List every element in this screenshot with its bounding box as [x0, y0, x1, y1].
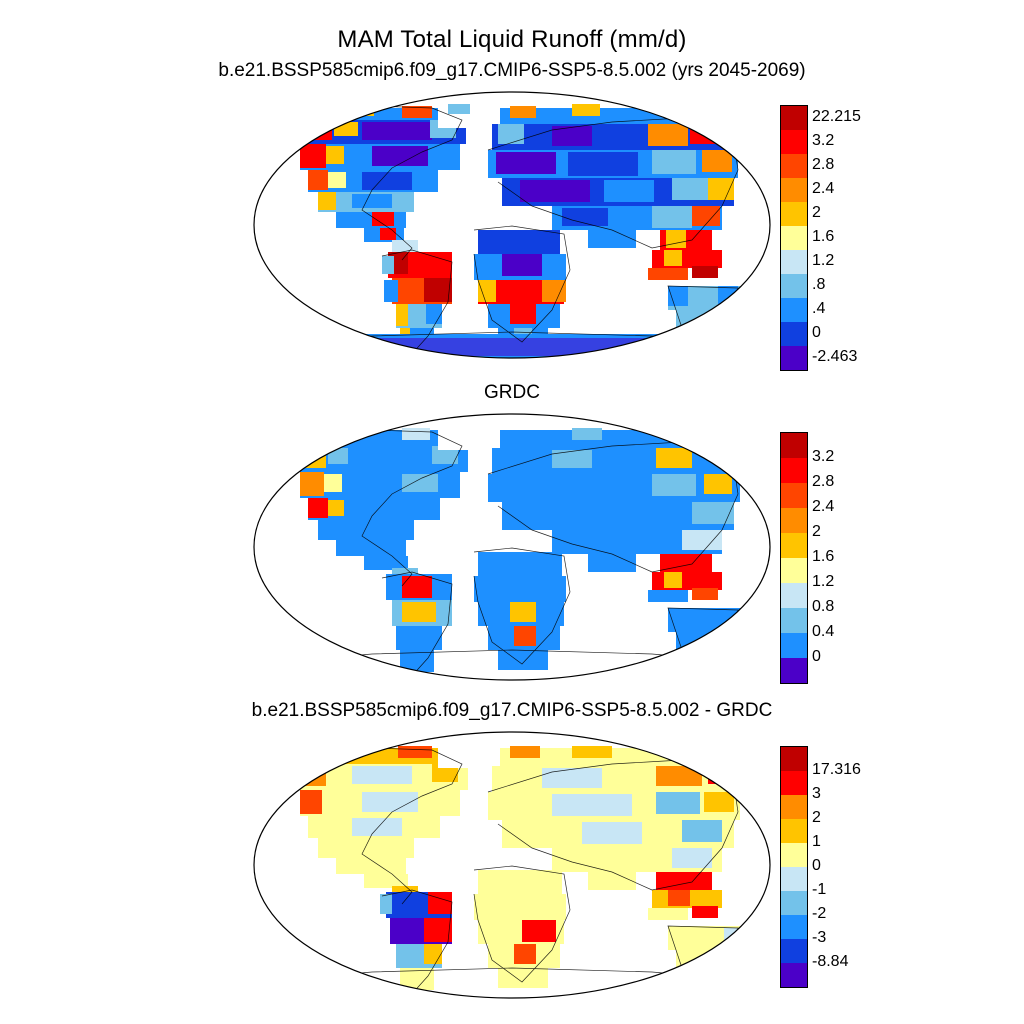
map-model — [252, 90, 772, 360]
colorbar-swatch — [781, 533, 807, 558]
colorbar-swatch — [781, 843, 807, 867]
colorbar-swatch — [781, 558, 807, 583]
colorbar-swatch — [781, 819, 807, 843]
panel-grdc — [0, 382, 1024, 682]
colorbar-swatch — [781, 226, 807, 250]
colorbar-tick-label: 1.6 — [812, 228, 835, 245]
colorbar-tick-label: 3.2 — [812, 448, 835, 465]
panel-model — [0, 60, 1024, 365]
colorbar-swatch — [781, 433, 807, 458]
colorbar-tick-label: 1.2 — [812, 573, 835, 590]
colorbar-swatch — [781, 608, 807, 633]
colorbar-tick-label: 0 — [812, 324, 821, 341]
colorbar-swatch — [781, 202, 807, 226]
colorbar-tick-label: -2.463 — [812, 348, 858, 365]
colorbar-swatch — [781, 508, 807, 533]
colorbar-tick-label: -2 — [812, 905, 827, 922]
figure-main-title: MAM Total Liquid Runoff (mm/d) — [337, 26, 687, 53]
colorbar-swatch — [781, 583, 807, 608]
colorbar-swatch — [781, 483, 807, 508]
colorbar-tick-label: 0 — [812, 857, 821, 874]
colorbar-tick-label: 0 — [812, 648, 821, 665]
colorbar-tick-label: 3.2 — [812, 132, 835, 149]
colorbar-swatch — [781, 867, 807, 891]
colorbar-tick-label: -3 — [812, 929, 827, 946]
colorbar-swatch — [781, 771, 807, 795]
panel-diff-title: b.e21.BSSP585cmip6.f09_g17.CMIP6-SSP5-8.5.002 - GRDC — [251, 700, 773, 721]
colorbar-swatch — [781, 274, 807, 298]
colorbar-tick-label: 2 — [812, 523, 821, 540]
colorbar-swatch — [781, 939, 807, 963]
colorbar-tick-label: .8 — [812, 276, 826, 293]
map-grdc-svg — [252, 412, 772, 682]
map-grdc — [252, 412, 772, 682]
panel-diff — [0, 700, 1024, 1000]
colorbar-swatch — [781, 915, 807, 939]
colorbar-swatch — [781, 963, 807, 987]
map-model-svg — [252, 90, 772, 360]
colorbar-tick-label: 2 — [812, 204, 821, 221]
colorbar-swatch — [781, 633, 807, 658]
map-diff-svg — [252, 730, 772, 1000]
colorbar-swatch — [781, 322, 807, 346]
colorbar-tick-label: .4 — [812, 300, 826, 317]
colorbar-tick-label: 1 — [812, 833, 821, 850]
colorbar-model-swatches — [780, 105, 808, 371]
colorbar-tick-label: 2.4 — [812, 498, 835, 515]
colorbar-diff-swatches — [780, 746, 808, 988]
colorbar-tick-label: 2.8 — [812, 156, 835, 173]
colorbar-tick-label: 0.4 — [812, 623, 835, 640]
colorbar-swatch — [781, 154, 807, 178]
colorbar-swatch — [781, 250, 807, 274]
colorbar-tick-label: 1.2 — [812, 252, 835, 269]
colorbar-tick-label: 2.4 — [812, 180, 835, 197]
colorbar-tick-label: -1 — [812, 881, 827, 898]
colorbar-swatch — [781, 458, 807, 483]
panel-grdc-title: GRDC — [484, 382, 540, 403]
colorbar-tick-label: 17.316 — [812, 761, 861, 778]
colorbar-swatch — [781, 346, 807, 370]
colorbar-tick-label: 3 — [812, 785, 821, 802]
map-diff — [252, 730, 772, 1000]
colorbar-tick-label: 0.8 — [812, 598, 835, 615]
colorbar-tick-label: 2 — [812, 809, 821, 826]
colorbar-grdc-swatches — [780, 432, 808, 684]
colorbar-tick-label: 1.6 — [812, 548, 835, 565]
colorbar-swatch — [781, 298, 807, 322]
colorbar-swatch — [781, 130, 807, 154]
colorbar-swatch — [781, 178, 807, 202]
colorbar-tick-label: 22.215 — [812, 108, 861, 125]
colorbar-tick-label: -8.84 — [812, 953, 849, 970]
colorbar-swatch — [781, 795, 807, 819]
colorbar-swatch — [781, 891, 807, 915]
colorbar-swatch — [781, 658, 807, 683]
panel-model-title: b.e21.BSSP585cmip6.f09_g17.CMIP6-SSP5-8.5.002 (yrs 2045-2069) — [218, 60, 806, 81]
colorbar-swatch — [781, 106, 807, 130]
colorbar-swatch — [781, 747, 807, 771]
colorbar-tick-label: 2.8 — [812, 473, 835, 490]
